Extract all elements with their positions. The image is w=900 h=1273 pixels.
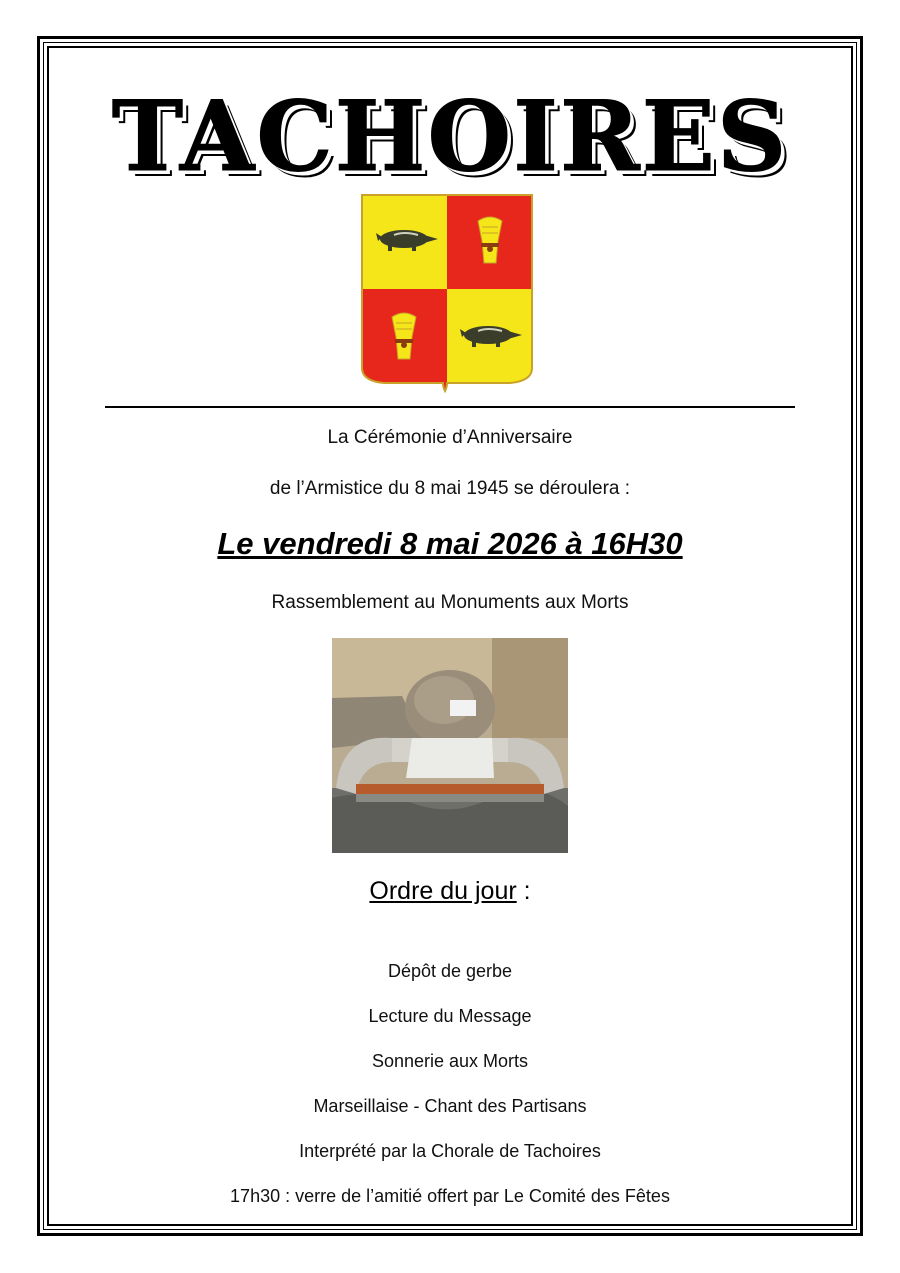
- agenda-item: Interprété par la Chorale de Tachoires: [299, 1141, 601, 1161]
- coat-of-arms: [360, 193, 534, 393]
- agenda-title: [0, 877, 900, 906]
- agenda-item: Dépôt de gerbe: [387, 961, 513, 981]
- agenda-item: Lecture du Message: [368, 1006, 532, 1026]
- town-title: TACHOIRES: [111, 80, 789, 193]
- divider-line: [105, 406, 795, 408]
- agenda-item: 17h30 : verre de l’amitié offert par Le Comité des Fêtes: [230, 1186, 670, 1206]
- intro-line-1: La Cérémonie d’Anniversaire: [327, 427, 573, 448]
- gathering-text: Rassemblement au Monuments aux Morts: [271, 592, 629, 613]
- agenda-item: Marseillaise - Chant des Partisans: [313, 1096, 587, 1116]
- intro-line-2: de l’Armistice du 8 mai 1945 se déroulera :: [269, 478, 631, 499]
- agenda-title-text: Ordre du jour: [369, 877, 517, 905]
- event-date-headline: Le vendredi 8 mai 2026 à 16H30: [217, 526, 683, 561]
- agenda-title-colon: :: [516, 877, 531, 905]
- war-memorial-photo: [332, 638, 568, 853]
- agenda-item: Sonnerie aux Morts: [371, 1051, 529, 1071]
- agenda-list: [0, 958, 900, 1228]
